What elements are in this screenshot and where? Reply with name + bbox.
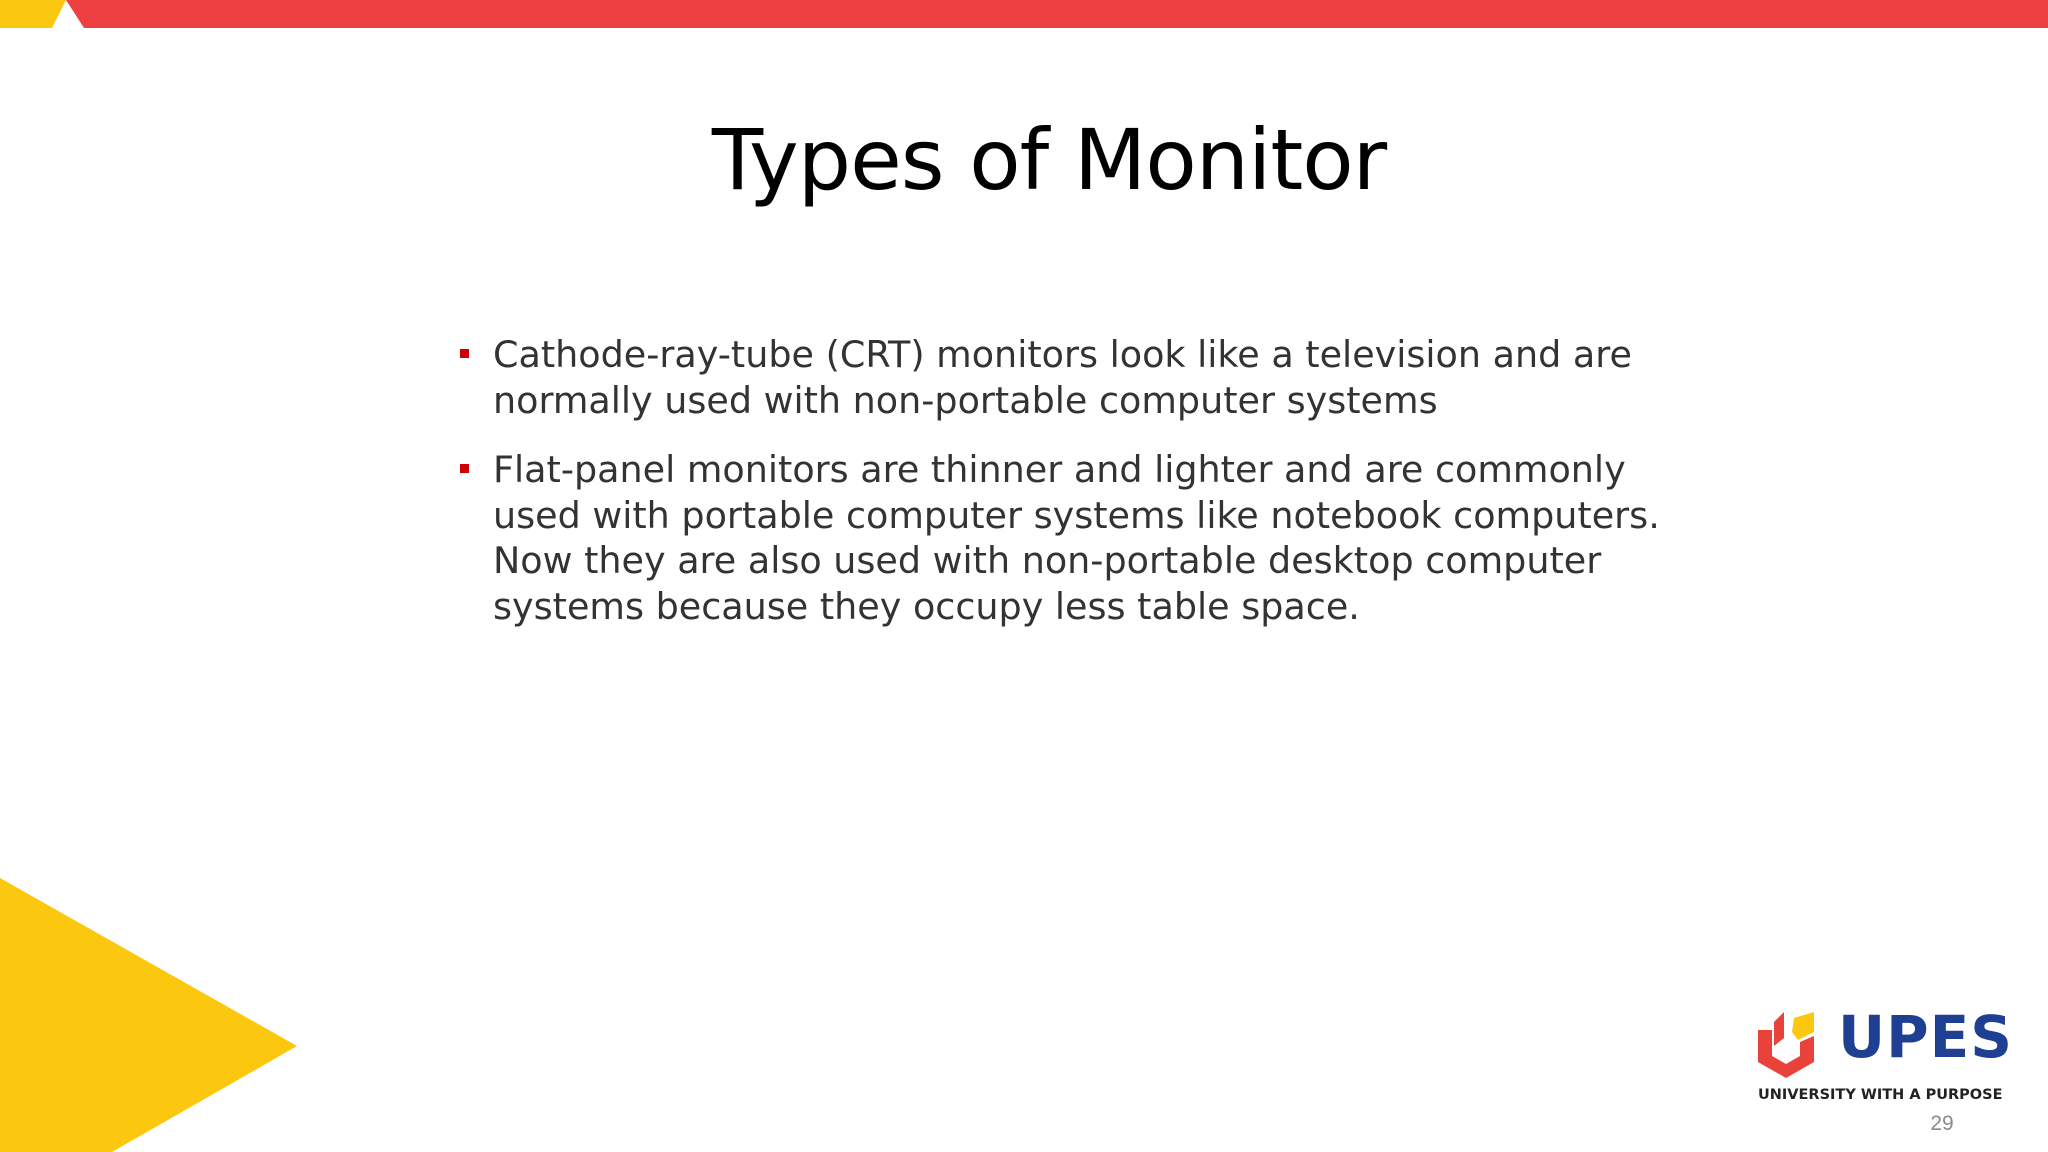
upes-logo [1752,1003,2013,1103]
bullet-text-flat-panel: Flat-panel monitors are thinner and lighter and are commonly used with portable computer systems like notebook computers. Now they are also used with non-portable desktop computer systems because they occupy less table space. [493,448,1660,628]
bullet-square-icon [460,349,469,358]
slide-title: Types of Monitor [711,111,1387,209]
bullet-item-flat-panel [460,447,1660,629]
bullet-list [460,332,1660,653]
bullet-item-crt [460,332,1660,423]
top-yellow-wedge [0,0,66,28]
top-red-band [66,0,2048,28]
bullet-square-icon [460,464,469,473]
upes-emblem-icon [1758,1012,1814,1078]
logo-tagline: UNIVERSITY WITH A PURPOSE [1758,1087,2003,1103]
bullet-text-crt: Cathode-ray-tube (CRT) monitors look like a television and are normally used with non-portable computer systems [493,333,1632,422]
logo-wordmark: UPES [1838,1003,2013,1071]
page-number: 29 [1930,1112,1954,1135]
top-accent-bar [0,0,2048,28]
bottom-left-yellow-triangle [0,870,300,1152]
